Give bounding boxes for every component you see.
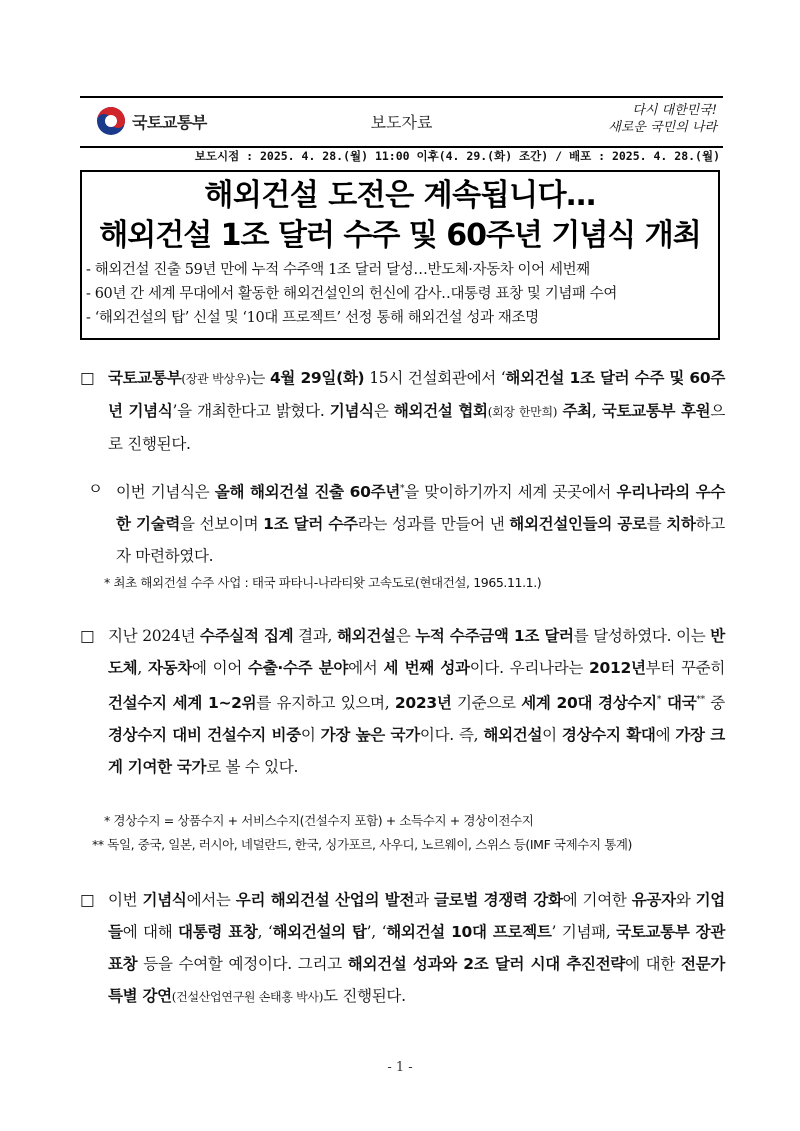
paragraph-2	[80, 620, 725, 783]
press-release-label: 보도자료	[370, 113, 433, 132]
footnote-1: * 최초 해외건설 수주 사업 : 태국 파타니-나라티왓 고속도로(현대건설, 1965.11.1.)	[104, 575, 542, 590]
slogan	[567, 102, 717, 136]
subtitle-item: - 60년 간 세계 무대에서 활동한 해외건설인의 헌신에 감사‥대통령 표창 및 기념패 수여	[86, 286, 617, 302]
press-header	[80, 96, 723, 148]
slogan-line1: 다시 대한민국!	[632, 103, 717, 118]
headline-line1: 해외건설 도전은 계속됩니다…	[204, 178, 596, 213]
ministry-name: 국토교통부	[132, 112, 207, 132]
checkbox-marker: □	[80, 891, 95, 909]
embargo-info: 보도시점 : 2025. 4. 28.(월) 11:00 이후(4. 29.(화) 조간) / 배포 : 2025. 4. 28.(월)	[194, 149, 720, 163]
checkbox-marker: □	[80, 369, 95, 387]
headline-box	[80, 170, 720, 340]
subtitle-item: - ‘해외건설의 탑’ 신설 및 ‘10대 프로젝트’ 선정 통해 해외건설 성과 재조명	[86, 310, 539, 326]
paragraph-1	[80, 362, 725, 460]
headline-line2: 해외건설 1조 달러 수주 및 60주년 기념식 개최	[99, 218, 701, 253]
paragraph-1-text: 국토교통부(장관 박상우)는 4월 29일(화) 15시 건설회관에서 ‘해외건설 1조 달러 수주 및 60주년 기념식’을 개최한다고 밝혔다. 기념식은 해외건설 협회(회장 한만희) 주최, 국토교통부 후원으로 진행된다.	[108, 369, 726, 453]
paragraph-3	[80, 884, 725, 1013]
slogan-line2: 새로운 국민의 나라	[608, 120, 717, 135]
subtitle-list	[82, 258, 718, 330]
sub-bullet-1-text: 이번 기념식은 올해 해외건설 진출 60주년*을 맞이하기까지 세계 곳곳에서 우리나라의 우수한 기술력을 선보이며 1조 달러 수주라는 성과를 만들어 낸 해외건설인들의 공로를 치하하고자 마련하였다.	[116, 483, 725, 566]
footnote-2: * 경상수지 = 상품수지 + 서비스수지(건설수지 포함) + 소득수지 + 경상이전수지	[104, 813, 534, 828]
footnote-3: ** 독일, 중국, 일본, 러시아, 네덜란드, 한국, 싱가포르, 사우디, 노르웨이, 스위스 등(IMF 국제수지 통계)	[92, 837, 633, 852]
paragraph-3-text: 이번 기념식에서는 우리 해외건설 산업의 발전과 글로벌 경쟁력 강화에 기여한 유공자와 기업들에 대해 대통령 표창, ‘해외건설의 탑’, ‘해외건설 10대 프로젝트’ 기념패, 국토교통부 장관 표창 등을 수여할 예정이다. 그리고 해외건설 성과와 2조 달러 시대 추진전략에 대한 전문가 특별 강연(건설산업연구원 손태홍 박사)도 진행된다.	[108, 891, 726, 1005]
page-number: - 1 -	[387, 1060, 413, 1075]
subtitle-item: - 해외건설 진출 59년 만에 누적 수주액 1조 달러 달성…반도체·자동차 이어 세번째	[86, 262, 590, 278]
sub-bullet-1	[88, 473, 725, 572]
circle-marker: ㅇ	[88, 480, 103, 498]
paragraph-2-text: 지난 2024년 수주실적 집계 결과, 해외건설은 누적 수주금액 1조 달러를 달성하였다. 이는 반도체, 자동차에 이어 수출·수주 분야에서 세 번째 성과이다. 우리나라는 2012년부터 꾸준히 건설수지 세계 1~2위를 유지하고 있으며, 2023년 기준으로 세계 20대 경상수지* 대국** 중 경상수지 대비 건설수지 비중이 가장 높은 국가이다. 즉, 해외건설이 경상수지 확대에 가장 크게 기여한 국가로 볼 수 있다.	[108, 627, 726, 777]
checkbox-marker: □	[80, 627, 95, 645]
